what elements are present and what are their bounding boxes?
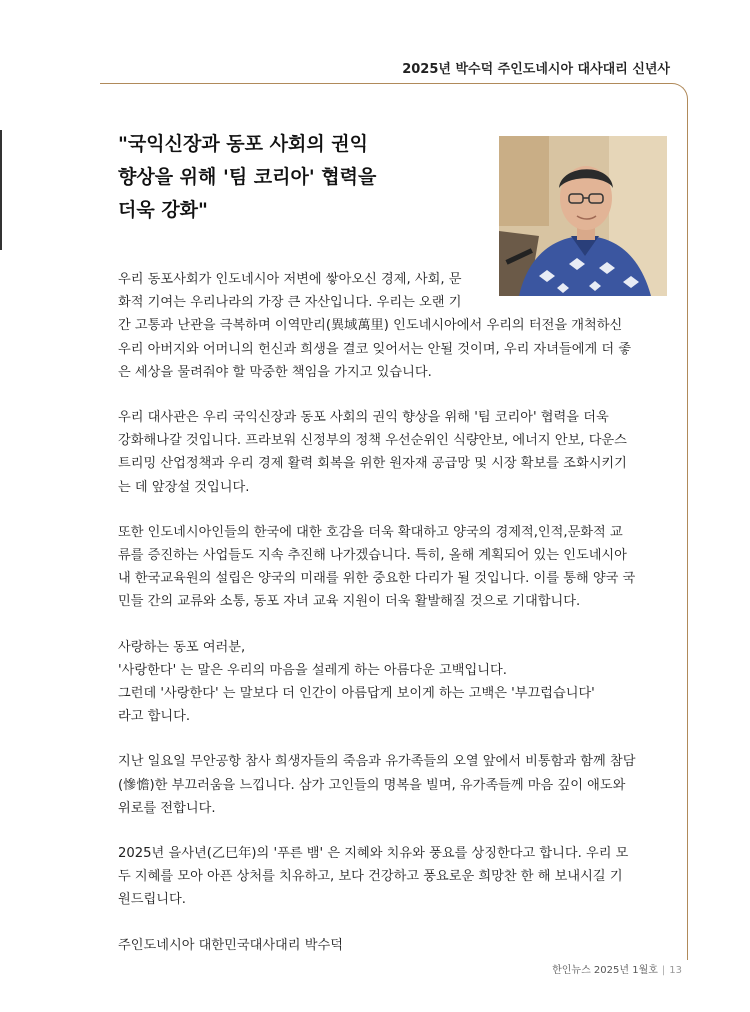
text-line: 라고 합니다. — [118, 709, 191, 725]
headline-line: 향상을 위해 '팀 코리아' 협력을 — [118, 166, 377, 188]
page-edge-mark — [0, 130, 2, 250]
headline-line: 더욱 강화" — [118, 199, 208, 221]
page-footer — [552, 961, 682, 976]
paragraph — [118, 521, 670, 614]
text-line: 민들 간의 교류와 소통, 동포 자녀 교육 지원이 더욱 활발해질 것으로 기대합니다. — [118, 594, 581, 610]
text-line: 우리 아버지와 어머니의 헌신과 희생을 결코 잊어서는 안될 것이며, 우리 자녀들에게 더 좋 — [118, 341, 632, 357]
text-line: 두 지혜를 모아 아픈 상처를 치유하고, 보다 건강하고 풍요로운 희망찬 한 해 보내시길 기 — [118, 869, 623, 885]
text-line: 2025년 을사년(乙巳年)의 '푸른 뱀' 은 지혜와 치유와 풍요를 상징한다고 합니다. 우리 모 — [118, 846, 629, 862]
text-line: '사랑한다' 는 말은 우리의 마음을 설레게 하는 아름다운 고백입니다. — [118, 662, 507, 678]
text-line: 는 데 앞장설 것입니다. — [118, 479, 250, 495]
text-line: 원드립니다. — [118, 892, 186, 908]
text-line: 위로를 전합니다. — [118, 800, 216, 816]
header-title: 2025년 박수덕 주인도네시아 대사대리 신년사 — [402, 62, 670, 77]
text-line: 은 세상을 물려줘야 할 막중한 책임을 가지고 있습니다. — [118, 364, 432, 380]
page-number: 13 — [669, 965, 682, 976]
side-rule — [687, 100, 688, 960]
header-rule — [100, 83, 672, 84]
text-line: 류를 증진하는 사업들도 지속 추진해 나가겠습니다. 특히, 올해 계획되어 있는 인도네시아 — [118, 548, 627, 564]
paragraph — [118, 268, 670, 384]
text-line: (慘憺)한 부끄러움을 느낍니다. 삼가 고인들의 명복을 빌며, 유가족들께 마음 깊이 애도와 — [118, 777, 626, 793]
text-line: 내 한국교육원의 설립은 양국의 미래를 위한 중요한 다리가 될 것입니다. 이를 통해 양국 국 — [118, 571, 636, 587]
text-line: 우리 동포사회가 인도네시아 저변에 쌓아오신 경제, 사회, 문 — [118, 272, 462, 287]
text-line: 트리밍 산업정책과 우리 경제 활력 회복을 위한 원자재 공급망 및 시장 확보를 조화시키기 — [118, 456, 627, 472]
publication-name: 한인뉴스 2025년 1월호 — [552, 965, 658, 976]
footer-separator: | — [661, 965, 666, 976]
headline-line: "국익신장과 동포 사회의 권익 — [118, 133, 368, 155]
text-line: 또한 인도네시아인들의 한국에 대한 호감을 더욱 확대하고 양국의 경제적,인적,문화적 교 — [118, 524, 623, 540]
text-line: 우리 대사관은 우리 국익신장과 동포 사회의 권익 향상을 위해 '팀 코리아' 협력을 더욱 — [118, 410, 609, 426]
header-rule-curve — [671, 83, 688, 102]
text-line: 사랑하는 동포 여러분, — [118, 639, 246, 655]
headline — [118, 128, 478, 227]
text-line: 강화해나갈 것입니다. 프라보워 신정부의 정책 우선순위인 식량안보, 에너지 안보, 다운스 — [118, 433, 627, 449]
paragraph — [118, 750, 670, 820]
signature-line: 주인도네시아 대한민국대사대리 박수덕 — [118, 937, 343, 953]
paragraph — [118, 636, 670, 729]
article-body — [118, 268, 670, 979]
text-line: 간 고통과 난관을 극복하며 이역만리(異域萬里) 인도네시아에서 우리의 터전을 개척하신 — [118, 318, 623, 334]
text-line: 화적 기여는 우리나라의 가장 큰 자산입니다. 우리는 오랜 기 — [118, 295, 462, 311]
paragraph — [118, 842, 670, 912]
text-line: 지난 일요일 무안공항 참사 희생자들의 죽음과 유가족들의 오열 앞에서 비통함과 함께 참담 — [118, 754, 636, 770]
text-line: 그런데 '사랑한다' 는 말보다 더 인간이 아름답게 보이게 하는 고백은 '부끄럽습니다' — [118, 686, 595, 702]
paragraph — [118, 406, 670, 499]
signature — [118, 934, 670, 957]
